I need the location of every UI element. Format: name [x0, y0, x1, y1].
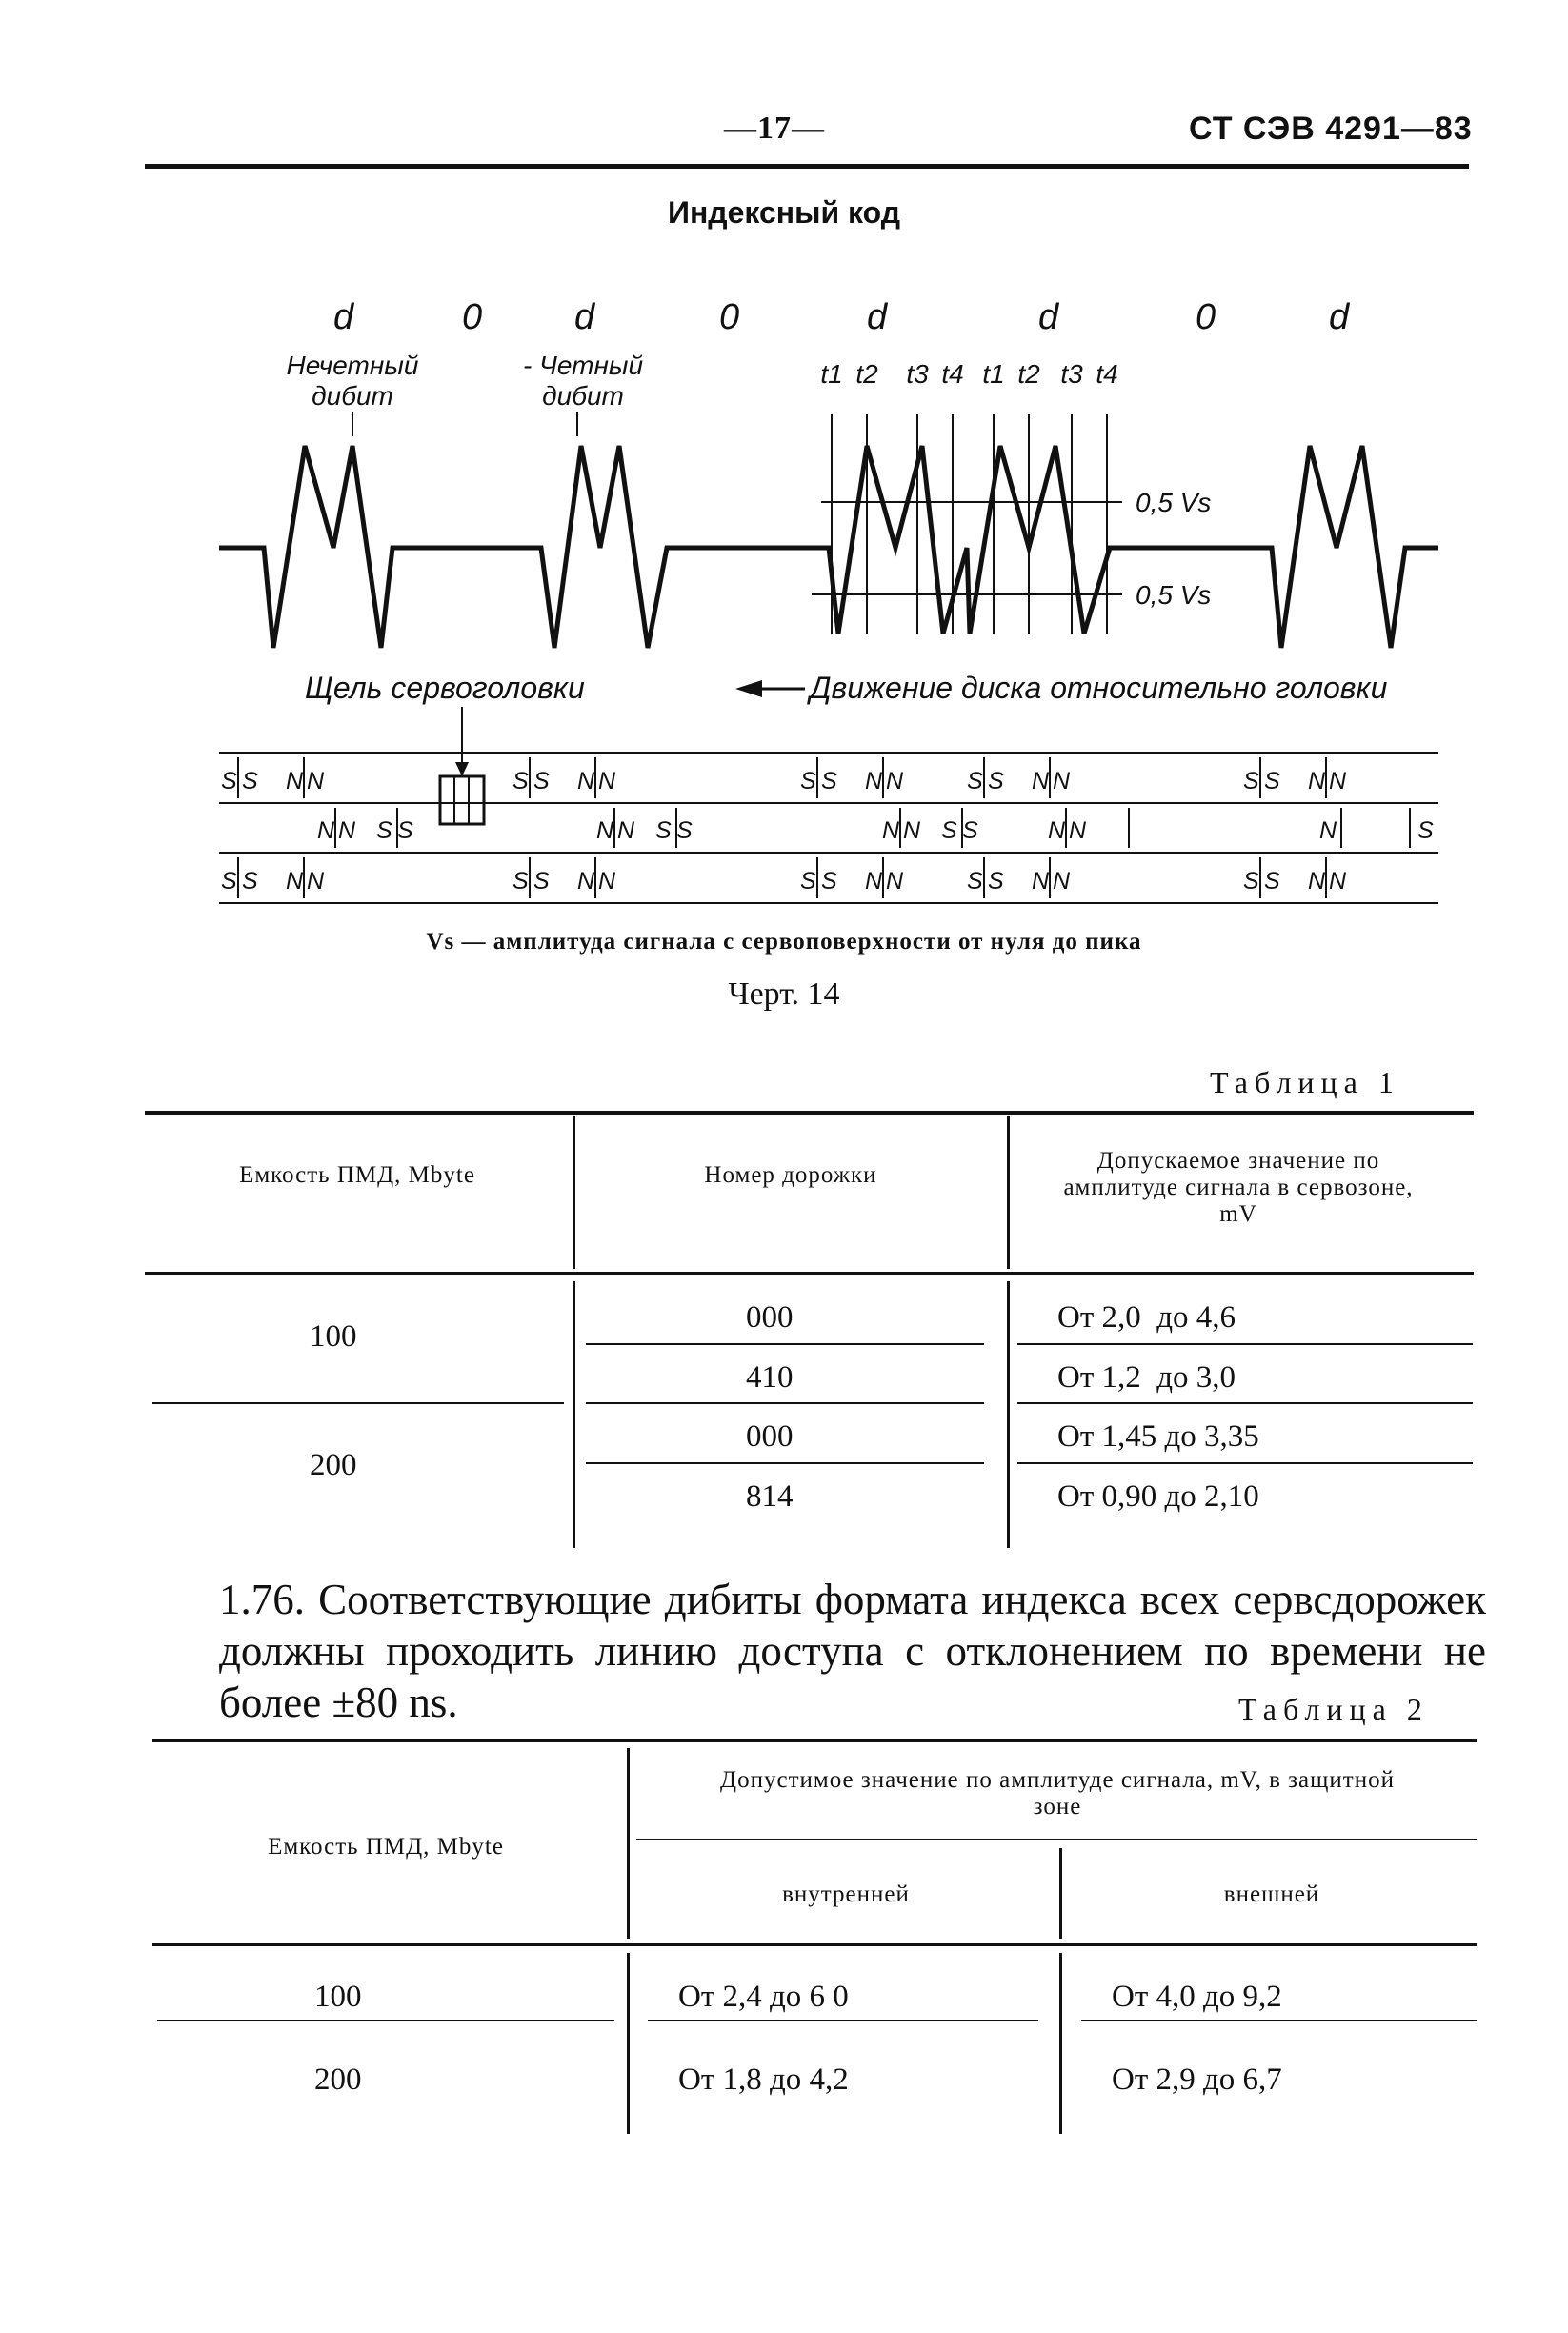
odd-dibit-label: дибит [312, 381, 393, 411]
svg-text:S: S [533, 768, 550, 794]
bit-label: d [333, 297, 354, 337]
svg-text:N: N [1069, 817, 1087, 844]
even-dibit-label: - Четный [522, 351, 644, 380]
paragraph-1-76: 1.76. Соответствующие дибиты формата индекса всех сервсдорожек должны проходить линию доступа с отклонением по времени не более ±80 ns. [219, 1576, 1486, 1726]
figure-title: Индексный код [667, 195, 901, 230]
svg-text:S: S [821, 868, 837, 895]
svg-text:S: S [941, 817, 957, 844]
table1-track: 000 [746, 1419, 794, 1454]
time-label: t3 [906, 359, 929, 389]
svg-text:S: S [821, 768, 837, 794]
bit-label: d [1329, 297, 1350, 337]
svg-text:N: N [307, 868, 325, 895]
table2-label: Таблица 2 [1238, 1692, 1429, 1726]
odd-dibit-label: Нечетный [286, 351, 419, 380]
time-label: t4 [941, 359, 964, 389]
svg-text:S: S [967, 768, 983, 794]
table1-capacity: 200 [310, 1448, 357, 1482]
svg-text:N: N [1048, 817, 1066, 844]
table2-header-group: Допустимое значение по амплитуде сигнала, mV, в защитной зоне [720, 1767, 1395, 1820]
table1-track: 000 [746, 1300, 794, 1335]
svg-text:S: S [1264, 868, 1280, 895]
svg-text:S: S [988, 868, 1004, 895]
svg-text:N: N [1053, 868, 1071, 895]
svg-text:N: N [286, 768, 304, 794]
time-label: t2 [1017, 359, 1040, 389]
svg-text:N: N [882, 817, 900, 844]
table2-inner: От 1,8 до 4,2 [678, 2062, 849, 2097]
waveform [219, 446, 1438, 648]
bit-label: d [867, 297, 888, 337]
table1-track: 410 [746, 1360, 794, 1395]
svg-text:S: S [1243, 868, 1259, 895]
svg-text:N: N [903, 817, 921, 844]
svg-text:S: S [988, 768, 1004, 794]
svg-text:S: S [397, 817, 413, 844]
page-number: —17— [724, 111, 825, 146]
time-label: t2 [855, 359, 878, 389]
svg-text:N: N [1308, 868, 1326, 895]
svg-text:S: S [967, 868, 983, 895]
svg-text:N: N [286, 868, 304, 895]
threshold-bottom-label: 0,5 Vs [1136, 580, 1212, 610]
svg-text:N: N [577, 868, 595, 895]
svg-text:S: S [655, 817, 672, 844]
slot-label: Щель сервоголовки [305, 671, 585, 705]
svg-text:N: N [317, 817, 335, 844]
svg-text:N: N [307, 768, 325, 794]
table1-value: От 1,2 до 3,0 [1057, 1360, 1236, 1395]
table1-label: Таблица 1 [1210, 1065, 1400, 1099]
svg-text:N: N [617, 817, 635, 844]
header-rule [145, 164, 1469, 169]
svg-text:S: S [1264, 768, 1280, 794]
svg-text:S: S [513, 868, 529, 895]
figure-label: Черт. 14 [728, 976, 840, 1012]
table1-value: От 1,45 до 3,35 [1057, 1419, 1259, 1454]
bit-label: d [1038, 297, 1059, 337]
time-label: t1 [982, 359, 1005, 389]
svg-text:S: S [221, 868, 237, 895]
table2-header-outer: внешней [1223, 1881, 1320, 1907]
table2-header-capacity: Емкость ПМД, Mbyte [268, 1834, 504, 1860]
motion-arrow-icon [735, 680, 805, 697]
svg-text:S: S [800, 768, 816, 794]
table2-outer: От 2,9 до 6,7 [1112, 2062, 1282, 2097]
svg-text:S: S [962, 817, 978, 844]
figure-caption: Vs — амплитуда сигнала с сервоповерхности от нуля до пика [426, 929, 1142, 955]
time-label: t1 [820, 359, 843, 389]
table1-value: От 2,0 до 4,6 [1057, 1300, 1236, 1335]
table1-value: От 0,90 до 2,10 [1057, 1479, 1259, 1514]
svg-text:N: N [1032, 768, 1050, 794]
time-label: t4 [1096, 359, 1118, 389]
table2-header-inner: внутренней [782, 1881, 910, 1907]
bit-label: d [574, 297, 595, 337]
index-code-diagram [0, 286, 1568, 924]
svg-text:N: N [338, 817, 356, 844]
svg-text:S: S [376, 817, 392, 844]
svg-text:N: N [865, 768, 883, 794]
table1-header-capacity: Емкость ПМД, Mbyte [239, 1162, 475, 1188]
table1-header-track: Номер дорожки [704, 1162, 877, 1188]
svg-text:N: N [1329, 768, 1347, 794]
svg-text:N: N [1319, 817, 1337, 844]
table2-capacity: 100 [314, 1980, 362, 2014]
bit-label: 0 [719, 297, 740, 337]
even-dibit-label: дибит [542, 381, 624, 411]
bit-label: 0 [462, 297, 483, 337]
svg-text:S: S [242, 768, 258, 794]
table2-outer: От 4,0 до 9,2 [1112, 1980, 1282, 2014]
svg-text:S: S [676, 817, 693, 844]
svg-text:S: S [242, 868, 258, 895]
svg-text:N: N [598, 868, 616, 895]
table1-track: 814 [746, 1479, 794, 1514]
table1-capacity: 100 [310, 1319, 357, 1354]
svg-text:N: N [1308, 768, 1326, 794]
table1-header-value: Допускаемое значение по амплитуде сигнала в сервозоне, mV [1063, 1148, 1414, 1227]
svg-text:S: S [800, 868, 816, 895]
bit-label: 0 [1196, 297, 1216, 337]
svg-text:N: N [1329, 868, 1347, 895]
standard-code: СТ СЭВ 4291—83 [1189, 111, 1473, 147]
svg-text:N: N [1032, 868, 1050, 895]
svg-text:N: N [865, 868, 883, 895]
svg-text:N: N [577, 768, 595, 794]
svg-text:N: N [886, 868, 904, 895]
threshold-top-label: 0,5 Vs [1136, 488, 1212, 517]
motion-label: Движение диска относительно головки [810, 671, 1388, 705]
svg-text:S: S [533, 868, 550, 895]
svg-text:N: N [596, 817, 614, 844]
table2-capacity: 200 [314, 2062, 362, 2097]
svg-text:N: N [886, 768, 904, 794]
svg-text:S: S [221, 768, 237, 794]
svg-text:S: S [1243, 768, 1259, 794]
svg-text:S: S [513, 768, 529, 794]
svg-text:N: N [1053, 768, 1071, 794]
svg-text:S: S [1417, 817, 1434, 844]
table2-inner: От 2,4 до 6 0 [678, 1980, 849, 2014]
time-label: t3 [1060, 359, 1083, 389]
svg-text:N: N [598, 768, 616, 794]
